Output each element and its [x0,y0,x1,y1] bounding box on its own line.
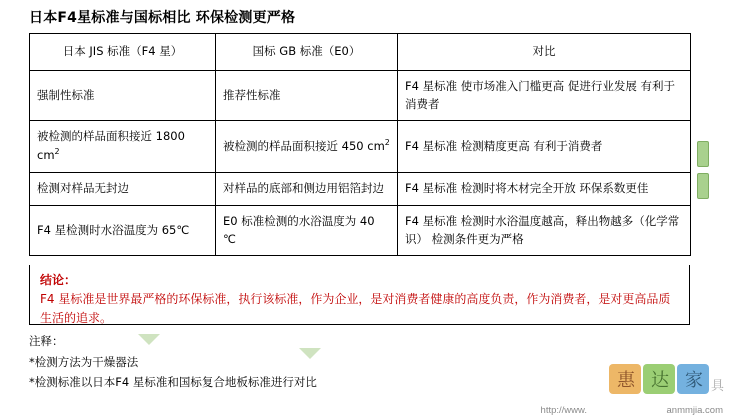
watermark-url-right: anmmjia.com [666,405,723,416]
superscript-square: 2 [54,147,60,157]
table-header-cell-jis: 日本 JIS 标准（F4 星） [30,34,216,71]
table-header-cell-gb: 国标 GB 标准（E0） [216,34,398,71]
cell-jis-2-text: 被检测的样品面积接近 1800 cm [37,129,185,163]
cell-compare-1: F4 星标准 使市场准入门槛更高 促进行业发展 有利于消费者 [398,70,691,121]
cell-jis-2 [30,121,216,172]
watermark-logo-icon [607,360,731,402]
table-row [30,70,691,121]
svg-text:惠: 惠 [617,370,635,391]
page-title: 日本F4星标准与国标相比 环保检测更严格 [29,10,296,26]
cell-gb-2 [216,121,398,172]
decorative-tab-icon [697,141,709,167]
watermark-url-left: http://www. [540,405,587,416]
down-arrow-icon [138,334,160,345]
cell-gb-3: 对样品的底部和侧边用铝箔封边 [216,172,398,205]
cell-gb-4: E0 标准检测的水浴温度为 40 ℃ [216,205,398,256]
conclusion-label: 结论： [40,273,77,287]
decorative-tab-icon [697,173,709,199]
cell-jis-4: F4 星检测时水浴温度为 65℃ [30,205,216,256]
superscript-square: 2 [384,138,390,148]
svg-text:达: 达 [651,370,669,391]
cell-jis-3: 检测对样品无封边 [30,172,216,205]
note-item: *检测标准以日本F4 星标准和国标复合地板标准进行对比 [29,375,317,390]
table-header-row [30,34,691,71]
comparison-table [29,33,691,256]
conclusion-box [29,265,690,325]
cell-gb-1: 推荐性标准 [216,70,398,121]
svg-text:具: 具 [711,379,725,394]
table-header-cell-compare: 对比 [398,34,691,71]
table-row [30,121,691,172]
table-row [30,205,691,256]
svg-text:家: 家 [685,370,703,391]
cell-gb-2-text: 被检测的样品面积接近 450 cm [223,139,385,154]
notes-label: 注释： [29,334,64,348]
cell-compare-4: F4 星标准 检测时水浴温度越高，释出物越多（化学常识） 检测条件更为严格 [398,205,691,256]
table-row [30,172,691,205]
conclusion-text: F4 星标准是世界最严格的环保标准，执行该标准，作为企业，是对消费者健康的高度负责，作为消费者，是对更高品质生活的追求。 [40,292,671,326]
cell-jis-1: 强制性标准 [30,70,216,121]
note-item: *检测方法为干燥器法 [29,355,139,370]
cell-compare-2: F4 星标准 检测精度更高 有利于消费者 [398,121,691,172]
down-arrow-icon [299,348,321,359]
cell-compare-3: F4 星标准 检测时将木材完全开放 环保系数更佳 [398,172,691,205]
